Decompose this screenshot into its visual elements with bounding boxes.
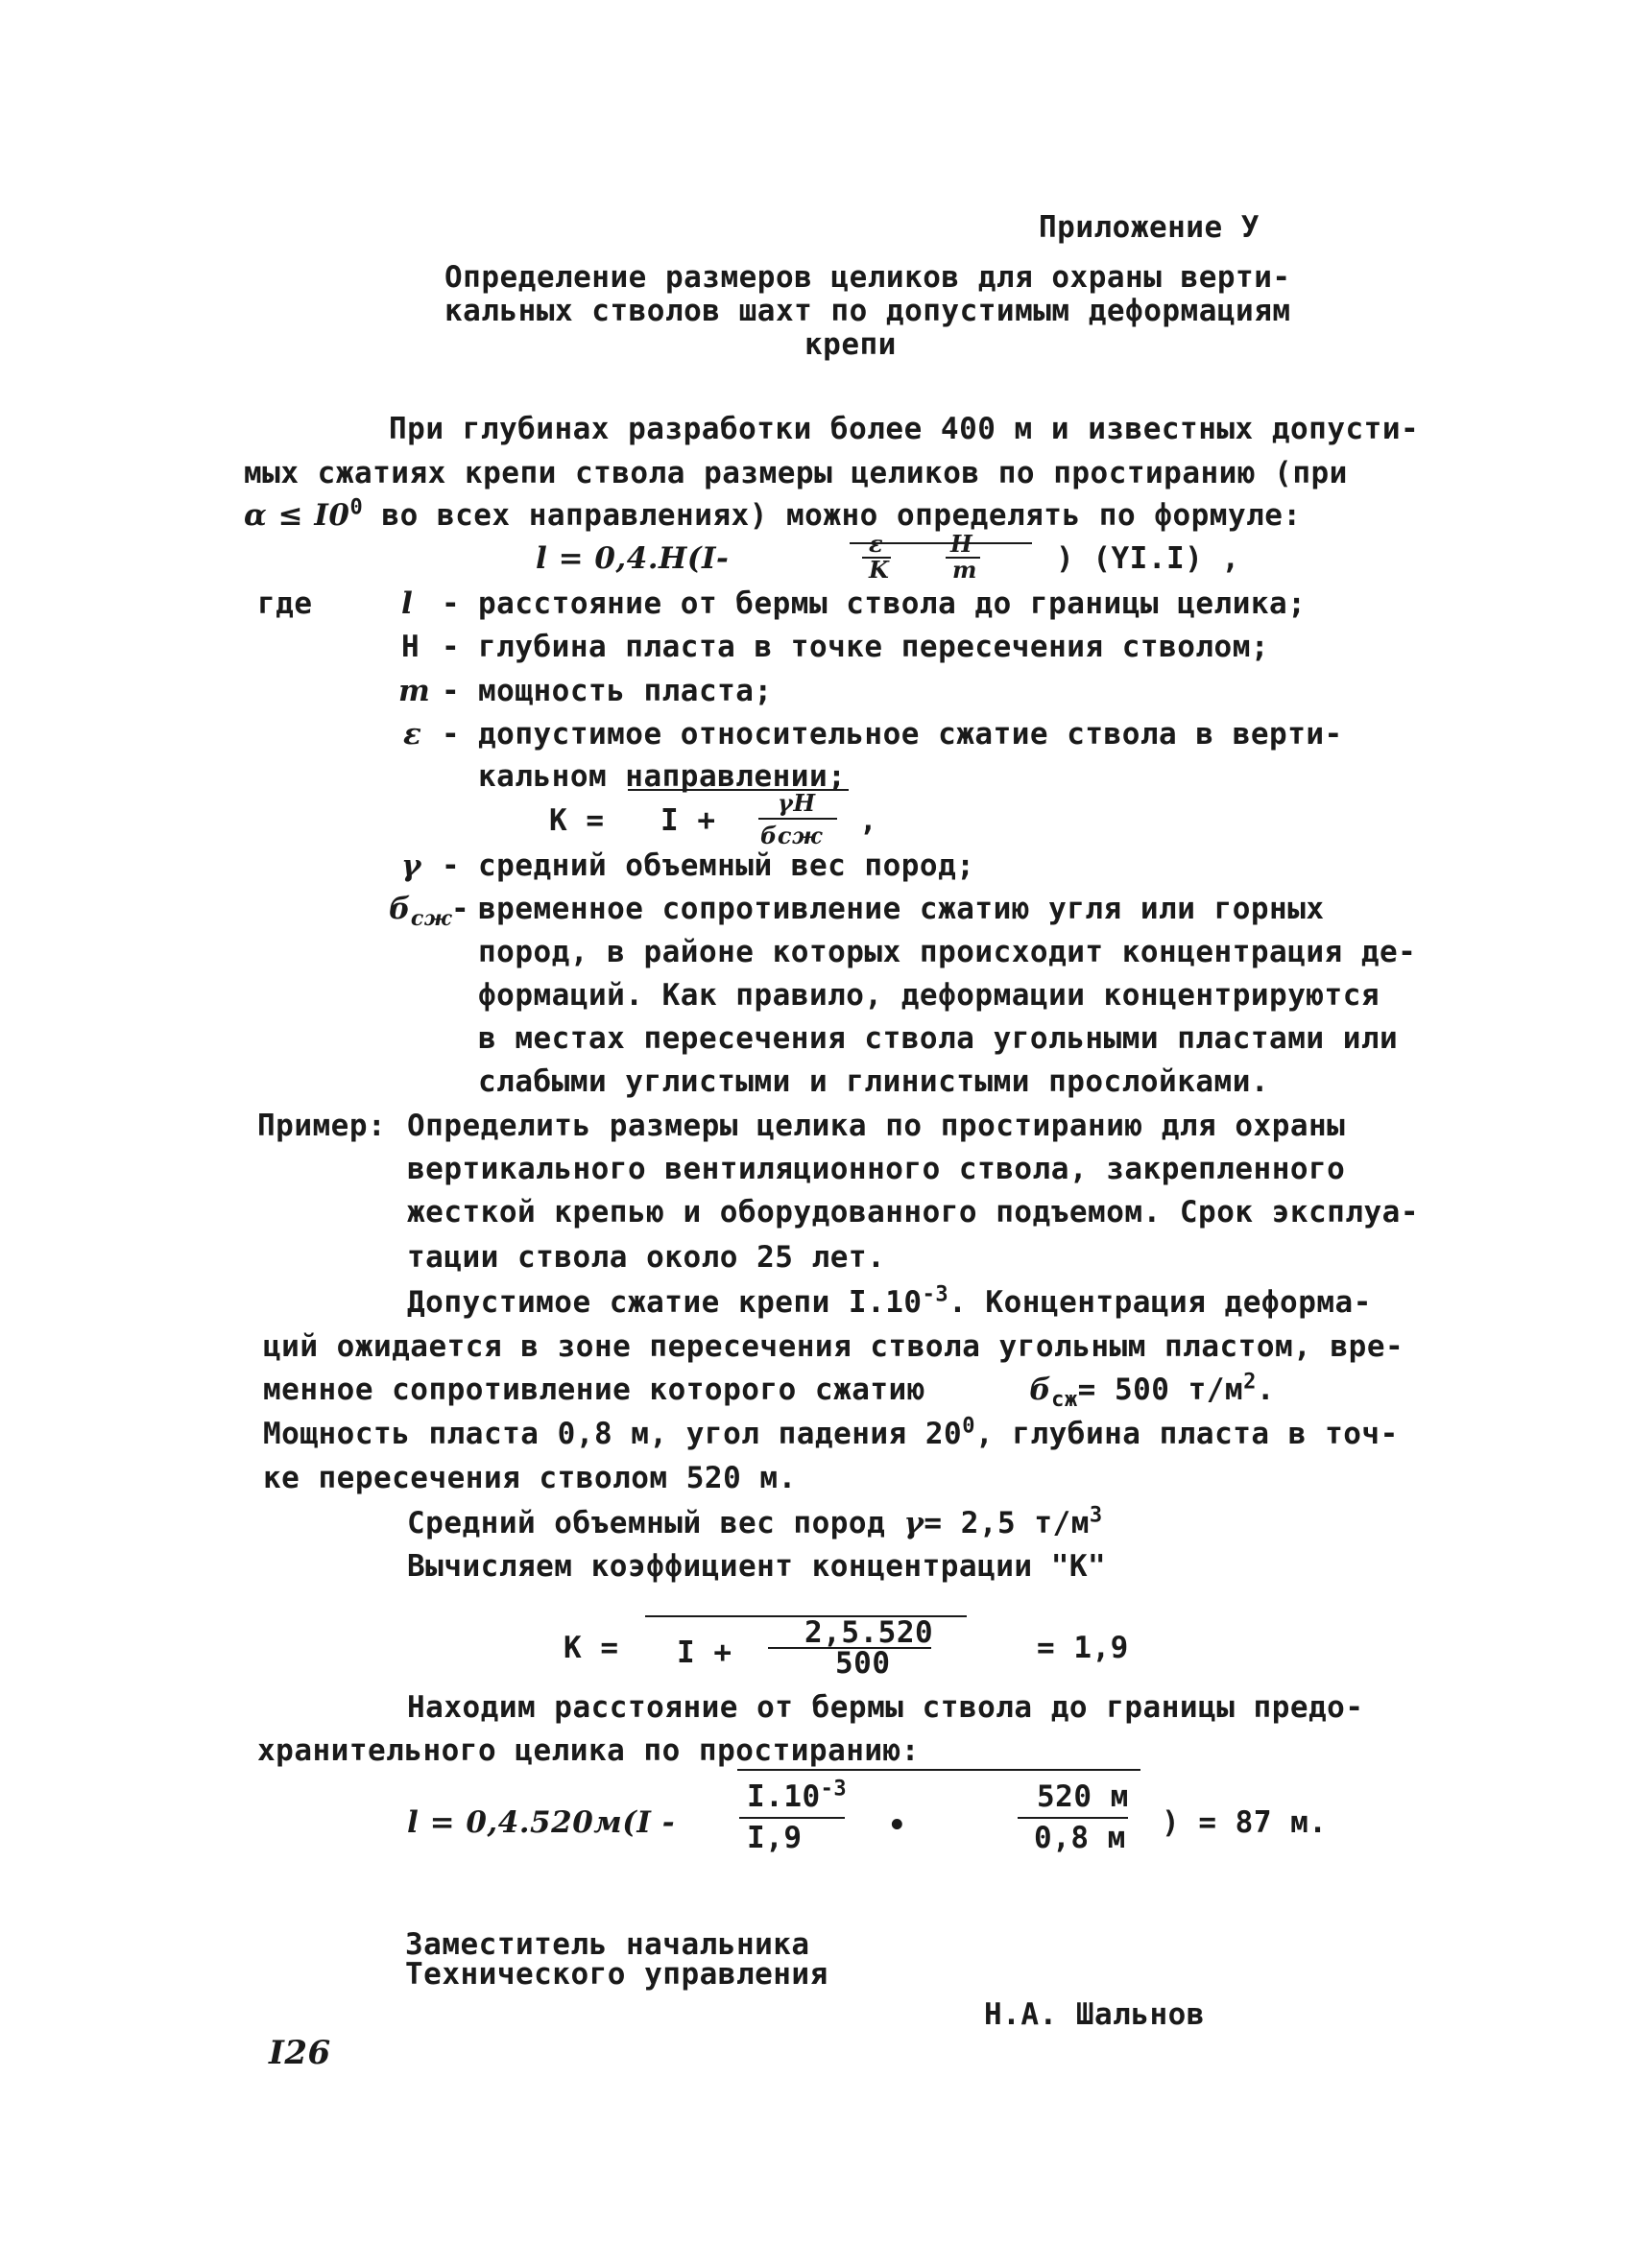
def-text-h: глубина пласта в точке пересечения стволом;	[478, 630, 1270, 664]
def-sym-sigma	[389, 891, 453, 932]
example-p2-line-3	[263, 1370, 1276, 1413]
example-p2-sigma: б	[1029, 1373, 1052, 1407]
intro-line-1: При глубинах разработки более 400 м и известных допусти-	[389, 412, 1420, 446]
def-sym-sigma-base: б	[389, 892, 411, 926]
formula-2-left-text: l = 0,4.520м(I -	[407, 1805, 676, 1840]
def-dash-eps: -	[442, 717, 461, 752]
def-text-sigma-cont-1: пород, в районе которых происходит концентрация де-	[478, 935, 1417, 969]
formula-1-left-text: l = 0,4.H(I-	[536, 541, 730, 576]
def-text-sigma: временное сопротивление сжатию угля или горных	[478, 892, 1325, 926]
formula-k2-left: K =	[564, 1631, 619, 1665]
formula-k2-result: = 1,9	[1037, 1631, 1129, 1665]
density-symbol: γ	[903, 1506, 924, 1540]
def-sym-m: m	[398, 674, 431, 708]
formula-k-one-plus: I +	[660, 803, 716, 838]
def-sym-sigma-sub: сж	[410, 906, 453, 932]
formula-2-num2: 520 м	[1037, 1779, 1129, 1814]
formula-k-den: бсж	[760, 822, 823, 849]
formula-1-k: K	[869, 556, 890, 584]
def-sym-l: l	[401, 586, 414, 621]
formula-1-right: ) (YI.I) ,	[1056, 541, 1240, 576]
formula-2-frac1-bar	[739, 1817, 845, 1819]
def-sym-h: H	[401, 630, 420, 664]
alpha-degree: 0	[349, 495, 364, 520]
density-line	[407, 1505, 1103, 1541]
formula-2-num1-sup: -3	[820, 1777, 848, 1802]
example-label: Пример:	[257, 1109, 387, 1143]
example-p2-line-4-sup: 0	[962, 1414, 975, 1439]
formula-2-num1	[747, 1779, 847, 1815]
signature-line-1: Заместитель начальника	[405, 1927, 810, 1962]
formula-2-radical-bar	[737, 1769, 1140, 1771]
title-line-3: крепи	[804, 327, 897, 362]
def-text-sigma-cont-3: в местах пересечения ствола угольными пластами или	[478, 1021, 1399, 1056]
def-text-eps-cont: кальном направлении;	[478, 759, 847, 794]
example-p2-line-5: ке пересечения стволом 520 м.	[263, 1461, 797, 1495]
example-p2-sigma-val: = 500 т/м	[1077, 1373, 1244, 1407]
example-p2-line-3-a: менное сопротивление которого сжатию	[263, 1373, 925, 1407]
def-dash-l: -	[442, 586, 461, 621]
formula-k-left: K =	[549, 803, 605, 838]
formula-2-frac2-bar	[1018, 1817, 1128, 1819]
title-line-2: кальных стволов шахт по допустимым деформациям	[444, 294, 1291, 328]
example-p2-line-1-b: . Концентрация деформа-	[948, 1285, 1372, 1320]
example-p2-line-1-a: Допустимое сжатие крепи I.10	[407, 1285, 923, 1320]
density-value: = 2,5 т/м	[924, 1506, 1090, 1540]
def-text-m: мощность пласта;	[478, 674, 773, 708]
page-number: I26	[269, 2034, 331, 2072]
example-p2-line-1-sup: -3	[922, 1282, 949, 1307]
title-line-1: Определение размеров целиков для охраны верти-	[444, 260, 1291, 295]
example-p2-sigma-sup: 2	[1243, 1370, 1257, 1395]
formula-k-end: ,	[859, 803, 878, 838]
density-text: Средний объемный вес пород	[407, 1506, 886, 1540]
def-text-eps: допустимое относительное сжатие ствола в верти-	[478, 717, 1343, 752]
def-text-sigma-cont-4: слабыми углистыми и глинистыми прослойками.	[478, 1064, 1270, 1099]
formula-1-eps: ε	[869, 530, 884, 558]
example-p2-line-4-a: Мощность пласта 0,8 м, угол падения 20	[263, 1417, 963, 1451]
intro-line-3	[244, 497, 1302, 534]
example-line-1: Определить размеры целика по простиранию для охраны	[407, 1109, 1346, 1143]
find-line-2: хранительного целика по простиранию:	[257, 1733, 920, 1768]
formula-1-m: m	[952, 556, 977, 584]
find-line-1: Находим расстояние от бермы ствола до границы предо-	[407, 1690, 1364, 1725]
formula-2-den1: I,9	[747, 1821, 803, 1855]
example-p2-line-2: ций ожидается в зоне пересечения ствола угольным пластом, вре-	[263, 1329, 1404, 1364]
def-sym-eps: ε	[403, 717, 422, 752]
example-p2-line-4-b: , глубина пласта в точ-	[974, 1417, 1399, 1451]
signature-name: Н.А. Шальнов	[984, 1997, 1205, 2032]
formula-1-left	[536, 540, 729, 577]
formula-1-h: H	[950, 530, 973, 558]
def-text-gamma: средний объемный вес пород;	[478, 848, 975, 883]
density-sup: 3	[1089, 1503, 1103, 1528]
def-dash-gamma: -	[442, 848, 461, 883]
def-sym-gamma: γ	[401, 848, 421, 883]
def-dash-h: -	[442, 630, 461, 664]
formula-2-dot: •	[888, 1808, 907, 1843]
example-p2-line-3-end: .	[1256, 1373, 1276, 1407]
calc-k-line: Вычисляем коэффициент концентрации "K"	[407, 1549, 1107, 1584]
formula-k2-den: 500	[835, 1646, 891, 1681]
def-dash-m: -	[442, 674, 461, 708]
formula-1-frac1-bar	[862, 557, 891, 559]
formula-2-left	[407, 1804, 675, 1841]
example-p2-line-1	[407, 1284, 1372, 1321]
signature-line-2: Технического управления	[405, 1957, 828, 1992]
formula-k-num: γH	[778, 789, 816, 817]
example-line-2: вертикального вентиляционного ствола, закрепленного	[407, 1152, 1346, 1186]
formula-2-num1-text: I.10	[747, 1779, 821, 1814]
formula-2-den2: 0,8 м	[1034, 1821, 1126, 1855]
where-label: где	[257, 586, 313, 621]
appendix-label: Приложение У	[1039, 210, 1260, 245]
def-text-sigma-cont-2: формаций. Как правило, деформации концентрируются	[478, 978, 1380, 1013]
example-p2-line-4	[263, 1416, 1399, 1452]
formula-k2-num: 2,5.520	[804, 1615, 934, 1650]
def-text-l: расстояние от бермы ствола до границы целика;	[478, 586, 1307, 621]
intro-line-3-text: во всех направлениях) можно определять по формуле:	[381, 498, 1302, 533]
alpha-condition: α ≤ I0	[244, 498, 350, 533]
example-line-4: тации ствола около 25 лет.	[407, 1240, 886, 1275]
example-line-3: жесткой крепью и оборудованного подъемом. Срок эксплуа-	[407, 1195, 1419, 1229]
def-dash-sigma: -	[451, 892, 470, 926]
formula-2-result: ) = 87 м.	[1162, 1805, 1328, 1840]
example-p2-sigma-sub: сж	[1051, 1388, 1078, 1413]
formula-1-frac2-bar	[946, 557, 980, 559]
intro-line-2: мых сжатиях крепи ствола размеры целиков по простиранию (при	[244, 456, 1348, 490]
formula-k2-one-plus: I +	[677, 1635, 732, 1670]
